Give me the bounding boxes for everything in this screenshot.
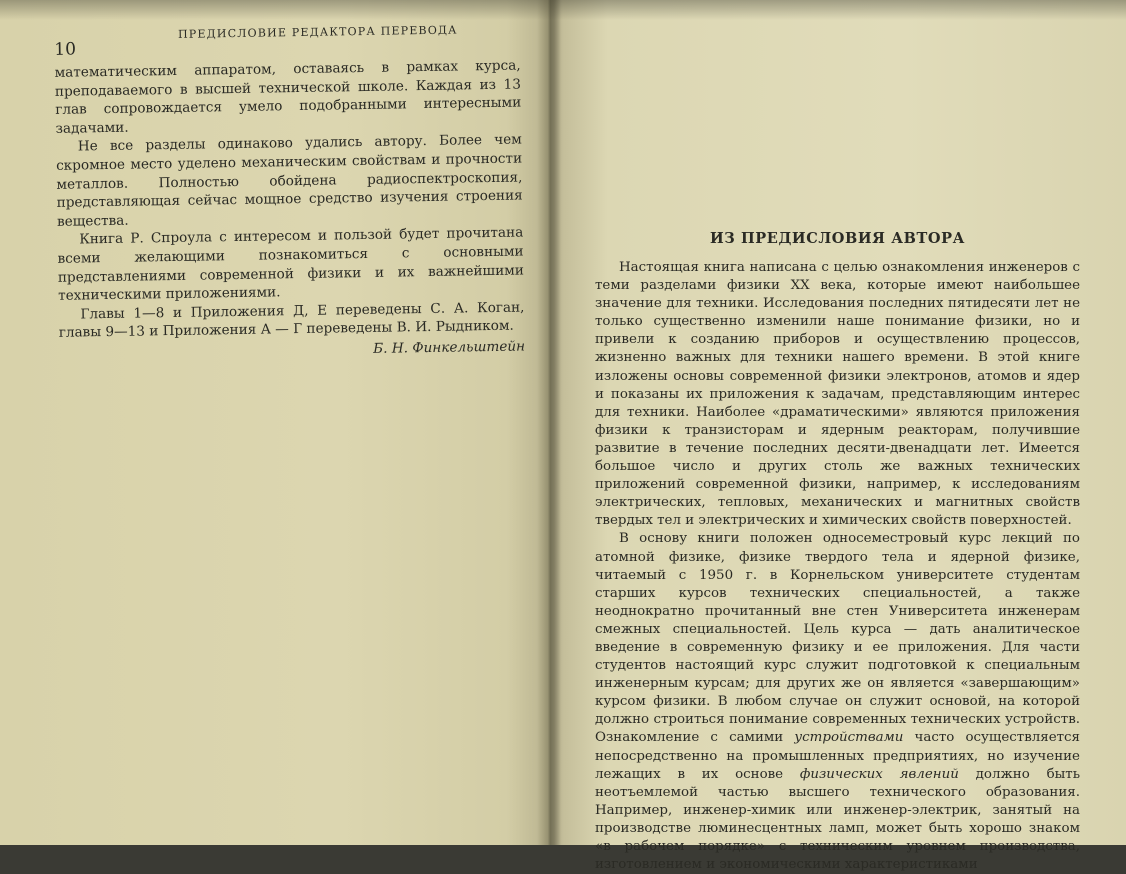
right-paragraph-2-part-2: часто осуществляется непосредственно на промышленных предприятиях, но изучение лежащих в их основе [595,730,1080,782]
left-body-text [55,57,526,363]
top-shadow [0,0,1126,20]
right-paragraph-2 [595,530,1080,874]
left-running-head [44,22,524,60]
left-paragraph-2: Не все разделы одинаково удались автору. Более чем скромное место уделено механическим свойствам и прочности металлов. Полностью обойдена радиоспектроскопия, представляющая сейчас мощное средство изучения строения вещества. [56,131,523,230]
page-number: 10 [54,39,77,60]
italic-physical-phenomena: физических явлений [799,766,959,782]
left-paragraph-1: математическим аппаратом, оставаясь в рамках курса, преподаваемого в высшей технической школе. Каждая из 13 глав сопровождается умело подобранными интересными задачами. [54,57,522,137]
book-gutter [537,0,561,845]
right-page [595,222,1080,873]
left-paragraph-4: Главы 1—8 и Приложения Д, Е переведены С. А. Коган, главы 9—13 и Приложения А — Г переведены В. И. Рыдником. [58,299,525,342]
right-paragraph-2-part-1: В основу книги положен односеместровый курс лекций по атомной физике, физике твердого тела и ядерной физике, читаемый с 1950 г. в Корнельском университете студентам старших курсов технических специальностей, а также неоднократно прочитанный вне стен Университета инженерам смежных специальностей. Цель курса — дать аналитическое введение в современную физику и ее приложения. Для части студентов настоящий курс служит подготовкой к специальным инженерным курсам; для других же он является «завершающим» курсом физики. В любом случае он служит основой, на которой должно строиться понимание современных технических устройств. Ознакомление с самими [595,531,1080,746]
running-head-title: ПРЕДИСЛОВИЕ РЕДАКТОРА ПЕРЕВОДА [177,23,458,41]
left-paragraph-3: Книга Р. Спроула с интересом и пользой будет прочитана всеми желающими познакомиться с основными представлениями современной физики и их важнейшими техническими приложениями. [57,224,524,304]
right-paragraph-1: Настоящая книга написана с целью ознакомления инженеров с теми разделами физики XX века, которые имеют наибольшее значение для техники. Исследования последних пятидесяти лет не только существенно изменили наше понимание физики, но и привели к созданию приборов и осуществлению процессов, жизненно важных для техники нашего времени. В этой книге изложены основы современной физики электронов, атомов и ядер и показаны их приложения к задачам, представляющим интерес для техники. Наиболее «драматическими» являются приложения физики к транзисторам и ядерным реакторам, получившие развитие в течение последних десяти-двенадцати лет. Имеется большое число и других столь же важных технических приложений современной физики, например, к исследованиям электрических, тепловых, механических и магнитных свойств твердых тел и электрических и химических свойств поверхностей. [595,260,1080,529]
right-paragraph-2-part-3: должно быть неотъемлемой частью высшего технического образования. Например, инженер-химик или инженер-электрик, занятый на производстве люминесцентных ламп, может быть хорошо знаком «в рабочем порядке» с техническим уровнем производства, изготовлением и экономическими характеристиками [595,766,1080,873]
italic-devices: устройствами [794,730,904,746]
section-title: ИЗ ПРЕДИСЛОВИЯ АВТОРА [709,230,966,247]
right-body-text [595,259,1080,874]
left-page [44,22,537,829]
signature: Б. Н. Финкельштейн [373,338,526,357]
